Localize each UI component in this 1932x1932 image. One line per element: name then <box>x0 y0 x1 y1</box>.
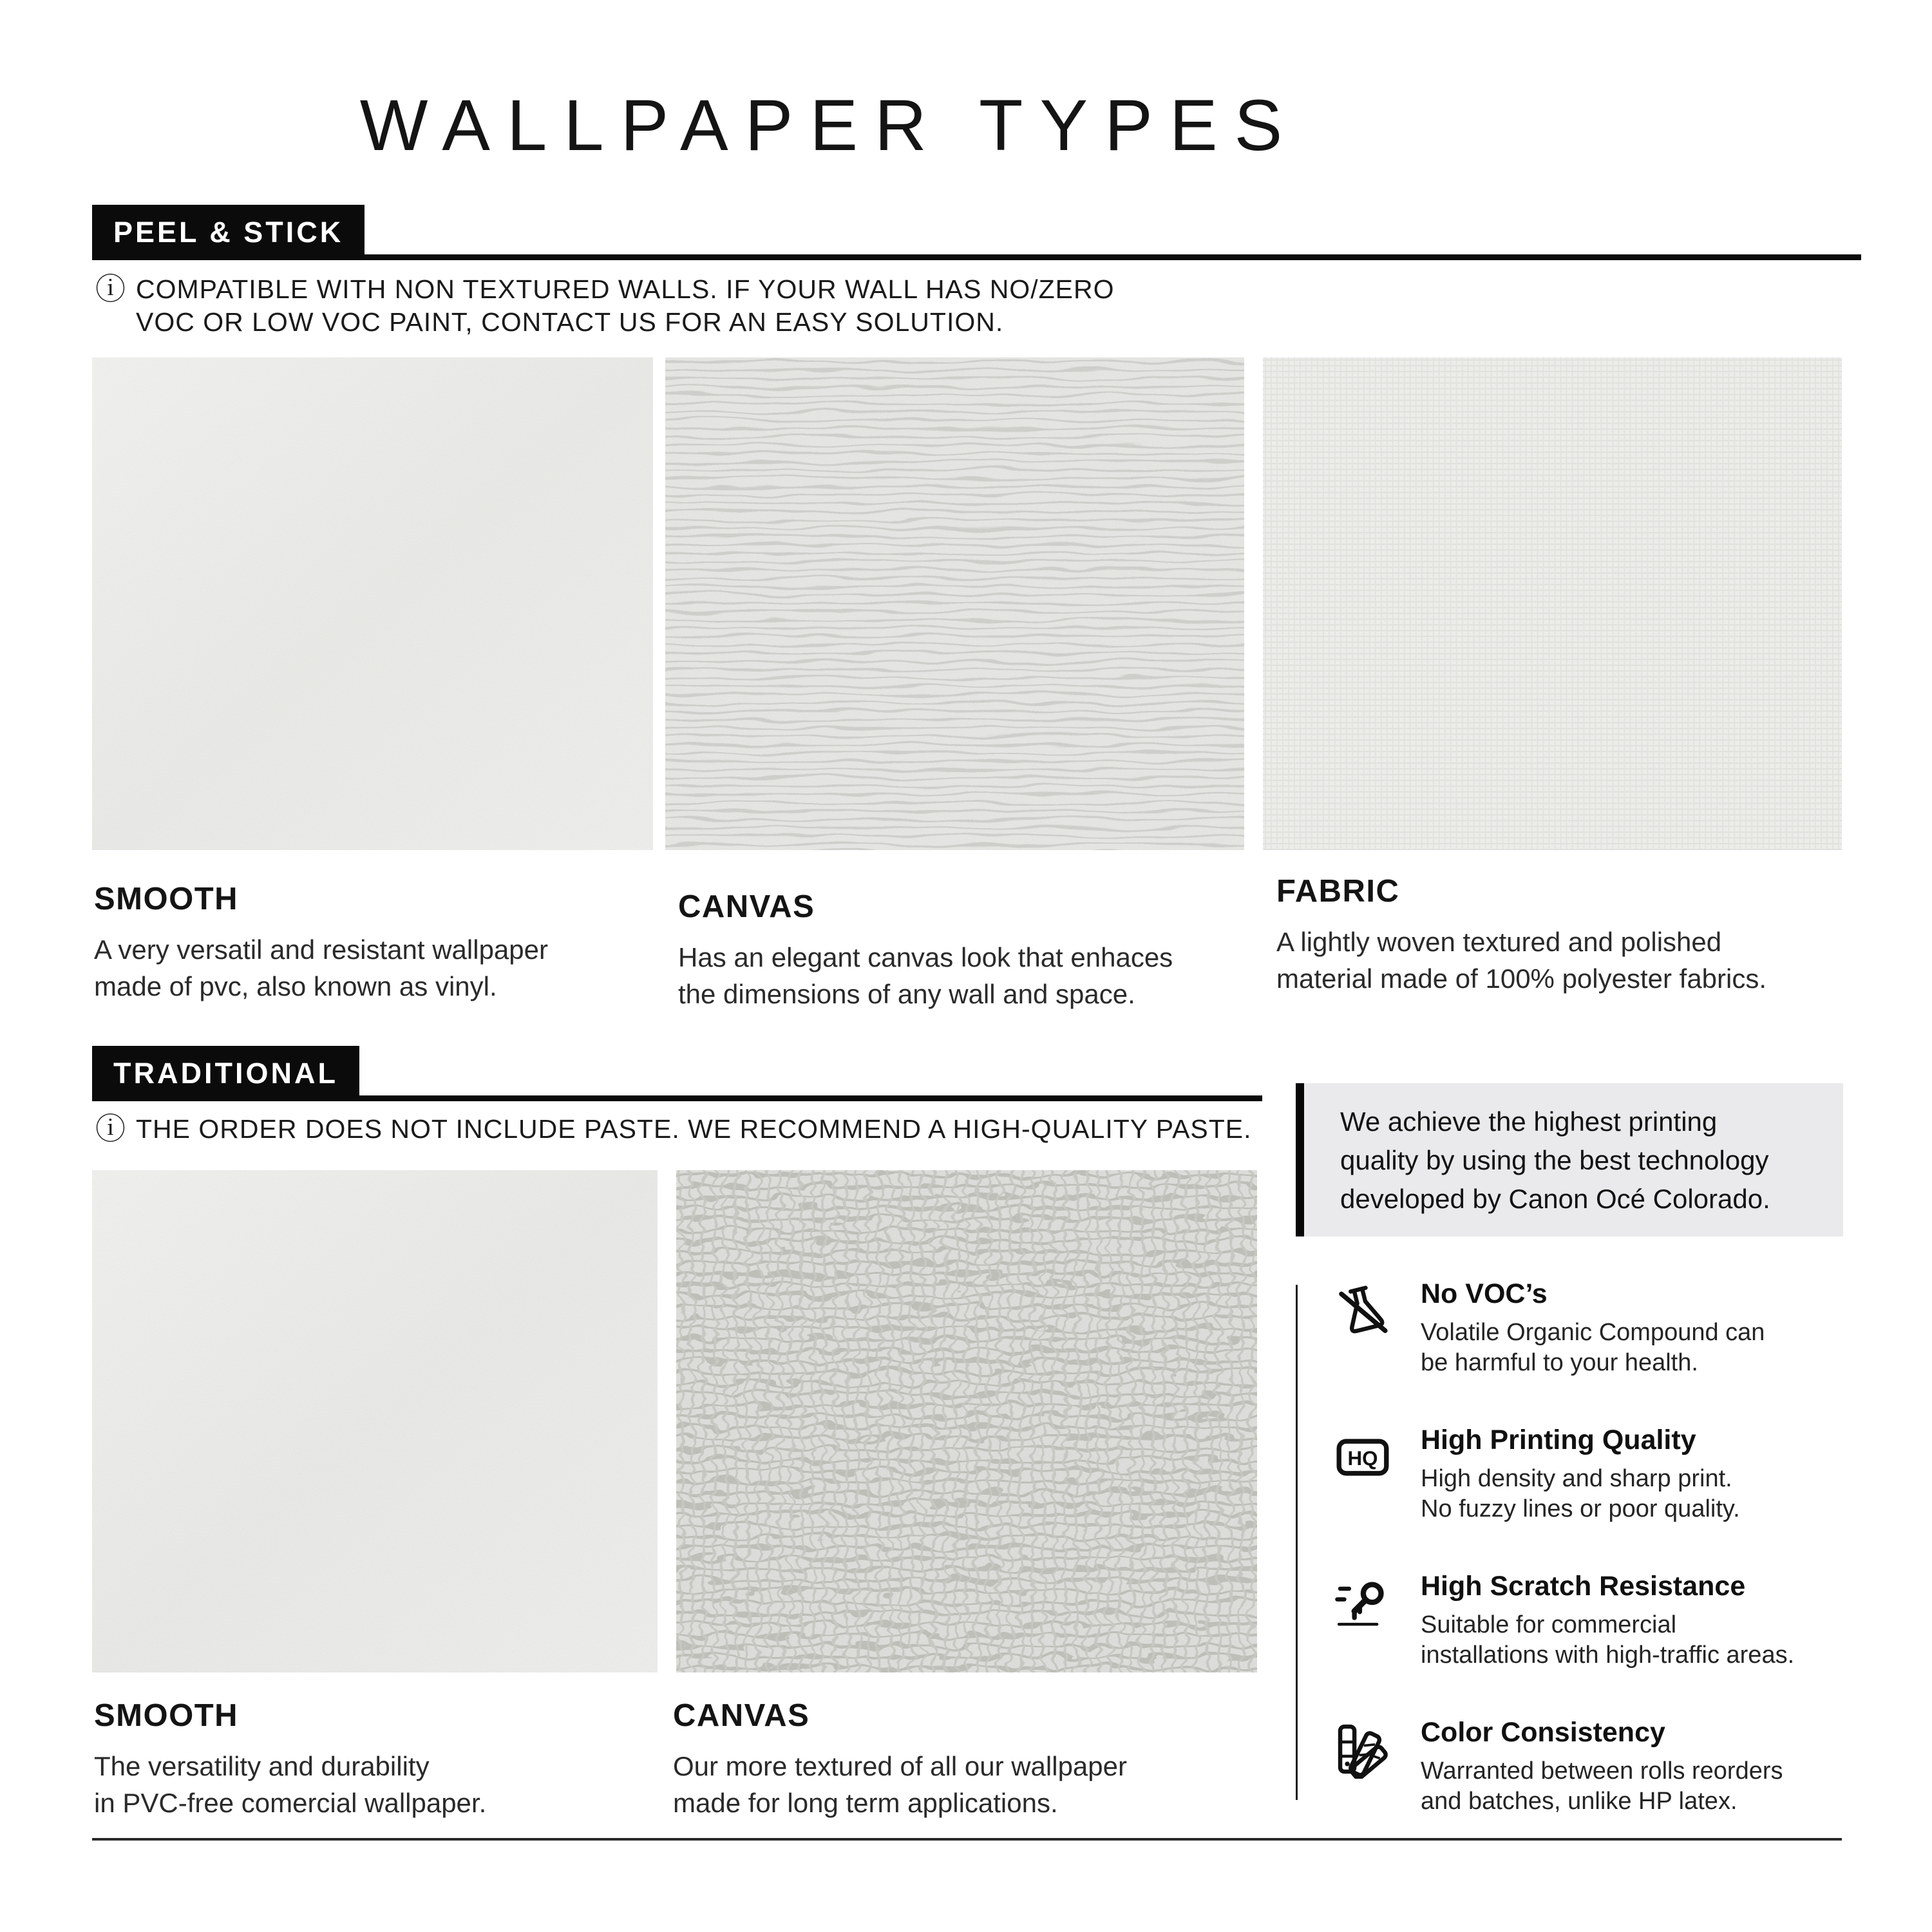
peel-fabric-swatch <box>1263 357 1842 850</box>
bottom-separator-line <box>92 1838 1842 1841</box>
swatch-description <box>678 939 1173 1012</box>
feature-text <box>1421 1717 1783 1817</box>
note-line: COMPATIBLE WITH NON TEXTURED WALLS. IF YOUR WALL HAS NO/ZERO <box>136 274 1115 304</box>
feature-description-line: High density and sharp print. <box>1421 1465 1732 1492</box>
traditional-label: TRADITIONAL <box>92 1046 359 1100</box>
description-line: in PVC-free comercial wallpaper. <box>94 1788 487 1818</box>
description-line: the dimensions of any wall and space. <box>678 979 1135 1009</box>
feature-description-line: installations with high-traffic areas. <box>1421 1642 1795 1669</box>
description-line: material made of 100% polyester fabrics. <box>1276 963 1767 994</box>
color-swatches-icon <box>1333 1719 1392 1779</box>
rough-canvas-texture-image <box>676 1170 1257 1672</box>
peel-canvas-swatch <box>665 357 1244 850</box>
no-voc-flask-icon <box>1333 1281 1392 1340</box>
note-line: THE ORDER DOES NOT INCLUDE PASTE. WE RECOMMEND A HIGH-QUALITY PASTE. <box>136 1114 1252 1144</box>
peel-smooth-swatch <box>92 357 653 850</box>
swatch-description <box>673 1748 1127 1821</box>
feature-color-consistency <box>1333 1717 1887 1817</box>
caption-peel-canvas <box>678 889 1173 1012</box>
description-line: The versatility and durability <box>94 1751 430 1781</box>
hq-badge-icon <box>1333 1427 1392 1486</box>
feature-text <box>1421 1571 1794 1671</box>
description-line: Our more textured of all our wallpaper <box>673 1751 1127 1781</box>
swatch-title: CANVAS <box>678 889 815 924</box>
scratch-key-icon <box>1333 1573 1392 1633</box>
features-list <box>1333 1278 1887 1863</box>
statement-line: quality by using the best technology <box>1340 1145 1769 1175</box>
traditional-canvas-swatch <box>676 1170 1257 1672</box>
swatch-description <box>94 1748 486 1821</box>
note-text <box>136 1113 1252 1146</box>
canvas-texture-image <box>665 357 1244 850</box>
note-text <box>136 273 1114 339</box>
swatch-title: CANVAS <box>673 1698 810 1733</box>
info-icon: ⓘ <box>95 1112 126 1146</box>
description-line: made for long term applications. <box>673 1788 1058 1818</box>
smooth-texture-image <box>92 357 653 850</box>
section-header-traditional <box>92 1046 1262 1101</box>
traditional-note <box>95 1113 1252 1146</box>
peel-stick-label: PEEL & STICK <box>92 205 365 259</box>
description-line: A very versatil and resistant wallpaper <box>94 934 548 965</box>
feature-title: High Printing Quality <box>1421 1425 1696 1455</box>
feature-description-line: and batches, unlike HP latex. <box>1421 1788 1738 1815</box>
fabric-texture-image <box>1263 357 1842 850</box>
feature-title: No VOC’s <box>1421 1278 1548 1309</box>
statement-line: We achieve the highest printing <box>1340 1106 1718 1137</box>
feature-text <box>1421 1425 1740 1524</box>
caption-traditional-canvas <box>673 1698 1127 1821</box>
caption-peel-fabric <box>1276 873 1766 997</box>
note-line: VOC OR LOW VOC PAINT, CONTACT US FOR AN EASY SOLUTION. <box>136 307 1004 337</box>
feature-description-line: No fuzzy lines or poor quality. <box>1421 1495 1740 1522</box>
feature-no-voc <box>1333 1278 1887 1378</box>
hq-icon-text: HQ <box>1347 1446 1378 1470</box>
feature-description-line: be harmful to your health. <box>1421 1349 1698 1376</box>
description-line: Has an elegant canvas look that enhaces <box>678 942 1173 972</box>
features-divider-line <box>1296 1285 1298 1800</box>
swatch-description <box>1276 923 1766 997</box>
swatch-title: SMOOTH <box>94 882 239 916</box>
description-line: A lightly woven textured and polished <box>1276 927 1722 957</box>
statement-line: developed by Canon Océ Colorado. <box>1340 1184 1770 1214</box>
feature-description-line: Suitable for commercial <box>1421 1611 1677 1638</box>
swatch-title: SMOOTH <box>94 1698 239 1733</box>
description-line: made of pvc, also known as vinyl. <box>94 971 497 1001</box>
feature-description-line: Warranted between rolls reorders <box>1421 1757 1783 1785</box>
feature-text <box>1421 1278 1765 1378</box>
swatch-title: FABRIC <box>1276 874 1400 909</box>
caption-peel-smooth <box>94 881 548 1005</box>
info-icon: ⓘ <box>95 272 126 306</box>
feature-description-line: Volatile Organic Compound can <box>1421 1319 1765 1346</box>
feature-title: Color Consistency <box>1421 1717 1665 1748</box>
caption-traditional-smooth <box>94 1698 486 1821</box>
section-header-peel-stick <box>92 205 1861 260</box>
feature-high-scratch-resistance <box>1333 1571 1887 1671</box>
feature-title: High Scratch Resistance <box>1421 1571 1746 1602</box>
swatch-description <box>94 931 548 1005</box>
traditional-smooth-swatch <box>92 1170 658 1672</box>
feature-high-printing-quality <box>1333 1425 1887 1524</box>
smooth-texture-image <box>92 1170 658 1672</box>
page-title: WALLPAPER TYPES <box>359 85 1300 166</box>
quality-statement-panel <box>1296 1083 1843 1236</box>
peel-stick-note <box>95 273 1114 339</box>
